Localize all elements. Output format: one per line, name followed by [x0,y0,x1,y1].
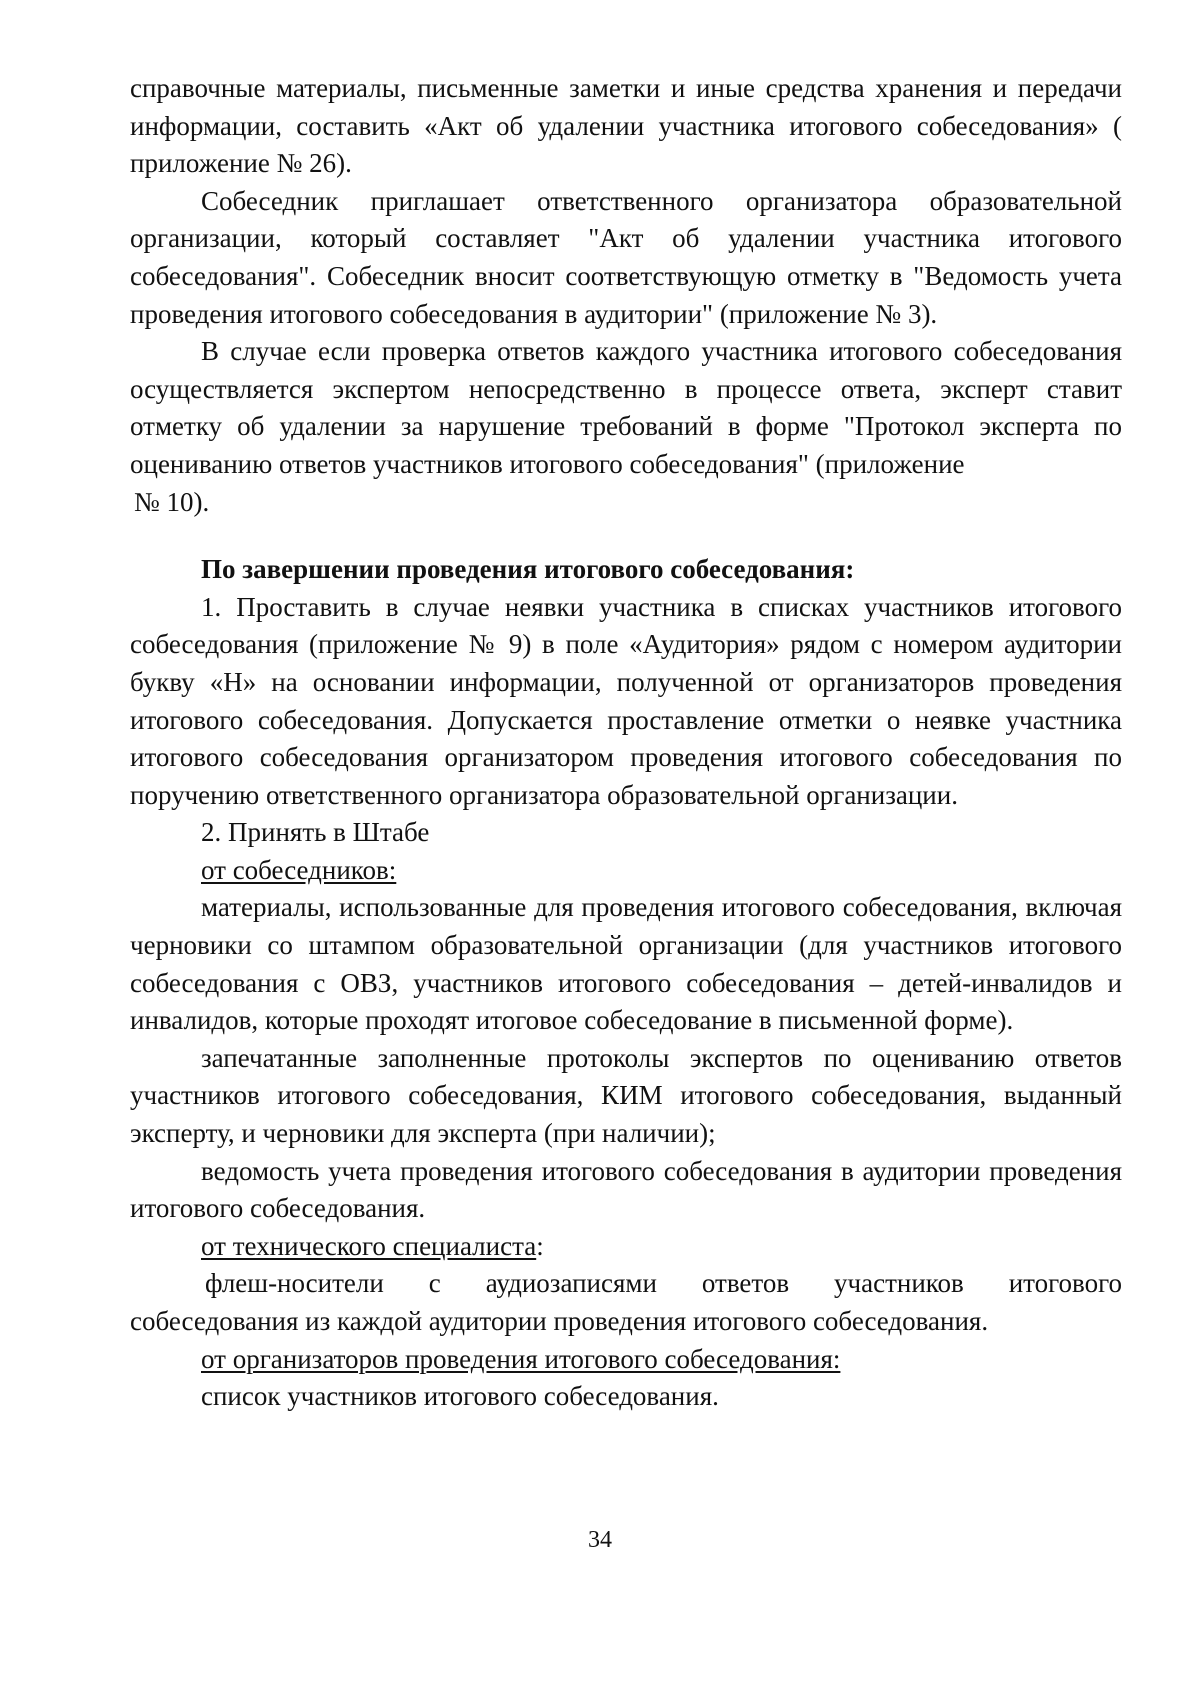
paragraph-sealed-protocols: запечатанные заполненные протоколы экспертов по оцениванию ответов участников итогового собеседования, КИМ итогового собеседования, выданный эксперту, и черновики для эксперта (при наличии); [130,1042,1122,1149]
paragraph-statement: ведомость учета проведения итогового собеседования в аудитории проведения итогового собеседования. [130,1155,1122,1224]
from-organizers-label [130,1341,1122,1379]
from-tech-colon: : [536,1230,544,1261]
from-tech-label [130,1228,1122,1266]
paragraph-removal-act: справочные материалы, письменные заметки и иные средства хранения и передачи информации, составить «Акт об удалении участника итогового собеседования» ( приложение № 26). [130,73,1122,179]
section-heading: По завершении проведения итогового собеседования: [201,554,855,585]
paragraph-expert-check: В случае если проверка ответов каждого участника итогового собеседования осуществляется экспертом непосредственно в процессе ответа, эксперт ставит отметку об удалении за нарушение требований в форме "Протокол эксперта по оцениванию ответов участников итогового собеседования" (приложение [130,336,1122,479]
paragraph-participants-list: список участников итогового собеседования. [201,1381,719,1412]
from-interviewers-label [130,852,1122,890]
page-number: 34 [588,1527,612,1553]
from-interviewers-text: от собеседников: [201,854,397,885]
list-item-2: 2. Принять в Штабе [201,817,430,848]
list-item-1: 1. Проставить в случае неявки участника в списках участников итогового собеседования (приложение № 9) в поле «Аудитория» рядом с номером аудитории букву «Н» на основании информации, полученной от организаторов проведения итогового собеседования. Допускается проставление отметки о неявке участника итогового собеседования организатором проведения итогового собеседования по поручению ответственного организатора образовательной организации. [130,591,1122,810]
paragraph-expert-check-tail: № 10). [134,486,210,517]
document-page [130,70,1122,1416]
paragraph-flash-end: собеседования из каждой аудитории проведения итогового собеседования. [130,1306,989,1336]
from-organizers-text: от организаторов проведения итогового собеседования: [201,1343,841,1374]
paragraph-materials: материалы, использованные для проведения итогового собеседования, включая черновики со штампом образовательной организации (для участников итогового собеседования с ОВЗ, участников итогового собеседования – детей-инвалидов и инвалидов, которые проходят итоговое собеседование в письменной форме). [130,892,1122,1036]
paragraph-interviewer-invites: Собеседник приглашает ответственного организатора образовательной организации, который составляет "Акт об удалении участника итогового собеседования". Собеседник вносит соответствующую отметку в "Ведомость учета проведения итогового собеседования в аудитории" (приложение № 3). [130,185,1122,329]
from-tech-text: от технического специалиста [201,1230,537,1261]
paragraph-flash-start: флеш-носители с аудиозаписями ответов участников итогового [205,1268,1122,1299]
